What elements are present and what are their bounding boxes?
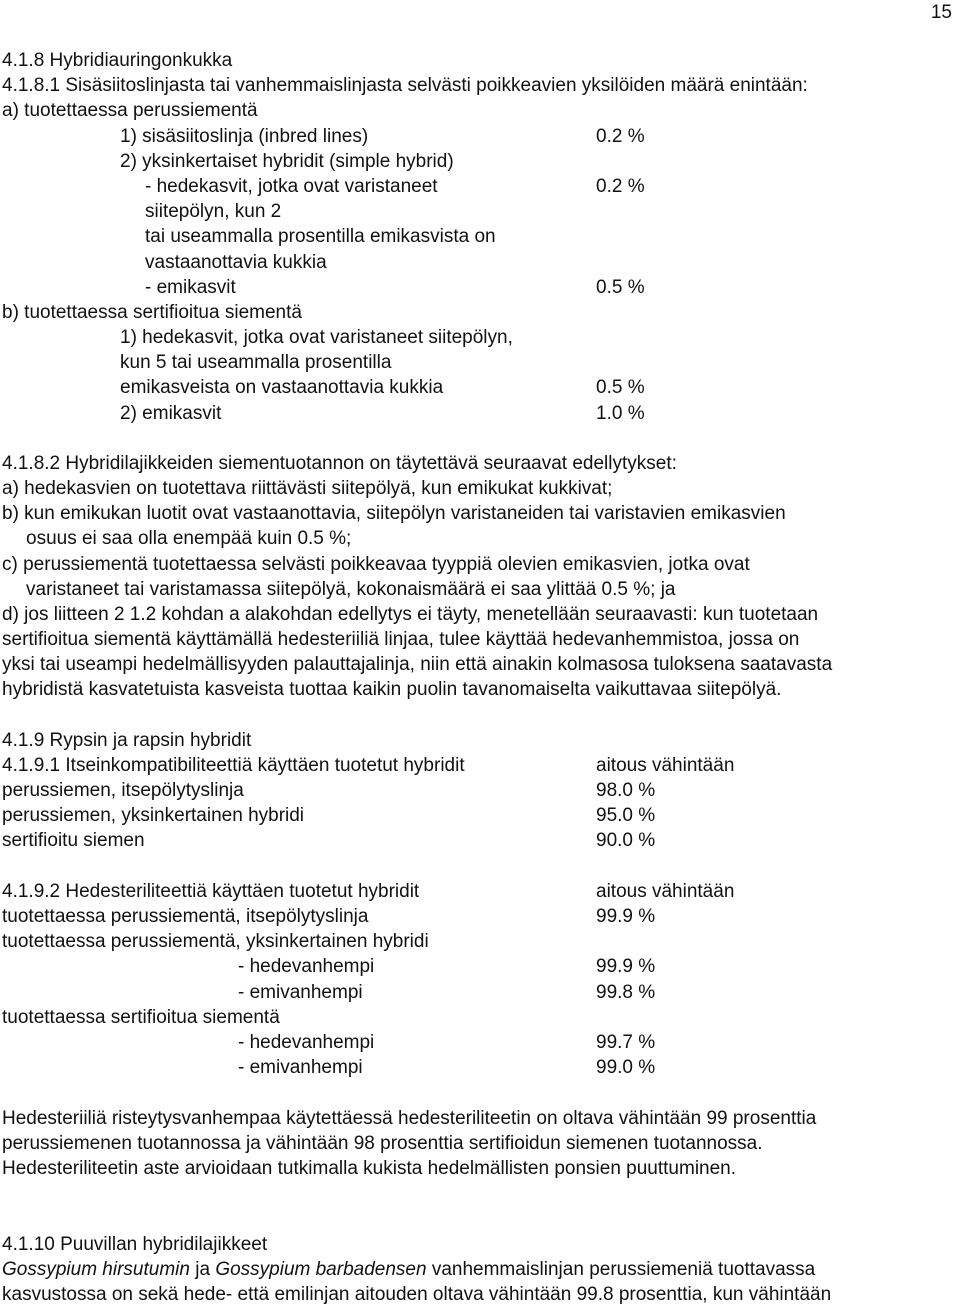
table-row-value: 99.7 % [596,1032,656,1053]
species-name: Gossypium hirsutumin [2,1259,190,1280]
item-a2-female-label: - emikasvit [145,277,236,298]
item-b1-value: 0.5 % [596,377,645,398]
table-row-value: 90.0 % [596,830,656,851]
item-a2-female-value: 0.5 % [596,277,645,298]
condition-b-line1: b) kun emikukan luotit ovat vastaanottavia, siitepölyn varistaneiden tai varistavien emikasvien [2,503,786,524]
section-4-1-8-2-heading: 4.1.8.2 Hybridilajikkeiden siementuotannon on täytettävä seuraavat edellytykset: [2,453,677,474]
condition-d-line3: yksi tai useampi hedelmällisyyden palauttajalinja, niin että ainakin kolmasosa tuloksena saatavasta [2,654,833,675]
table-row: - emivanhempi [238,1057,363,1078]
table-row-value: 99.0 % [596,1057,656,1078]
condition-c-line2: varistaneet tai varistamassa siitepölyä, kokonaismäärä ei saa ylittää 0.5 %; ja [26,579,676,600]
table-row: - emivanhempi [238,982,363,1003]
item-a2-male-line2: siitepölyn, kun 2 [145,201,282,222]
condition-b-line2: osuus ei saa olla enempää kuin 0.5 %; [26,528,352,549]
item-a2-male-line3: tai useammalla prosentilla emikasvista on [145,226,496,247]
paragraph-line: perussiemenen tuotannossa ja vähintään 98 prosenttia sertifioidun siemenen tuotannossa. [2,1133,763,1154]
table-row-value: 95.0 % [596,805,656,826]
item-b1-line2: kun 5 tai useammalla prosentilla [120,352,392,373]
species-name: Gossypium barbadensen [215,1259,427,1280]
item-a2-male-line1: - hedekasvit, jotka ovat varistaneet [145,176,438,197]
section-4-1-9-1-heading: 4.1.9.1 Itseinkompatibiliteettiä käyttäen tuotetut hybridit [2,755,465,776]
condition-d-line1: d) jos liitteen 2 1.2 kohdan a alakohdan edellytys ei täyty, menetellään seuraavasti: kun tuotetaan [2,604,819,625]
section-4-1-10-heading: 4.1.10 Puuvillan hybridilajikkeet [2,1234,268,1255]
item-b-label: b) tuotettaessa sertifioitua siementä [2,302,302,323]
section-4-1-9-1-column-header: aitous vähintään [596,755,735,776]
condition-c-line1: c) perussiementä tuotettaessa selvästi poikkeavaa tyyppiä olevien emikasvien, jotka ovat [2,554,750,575]
condition-d-line4: hybridistä kasvatetuista kasveista tuottaa kaikin puolin tavanomaiselta vaikuttavaa siitepölyä. [2,679,782,700]
page-number: 15 [930,2,952,23]
item-b2-label: 2) emikasvit [120,403,222,424]
table-row: - hedevanhempi [238,956,375,977]
section-4-1-9-2-heading: 4.1.9.2 Hedesteriliteettiä käyttäen tuotetut hybridit [2,881,420,902]
table-row: - hedevanhempi [238,1032,375,1053]
condition-d-line2: sertifioitua siementä käyttämällä hedesteriiliä linjaa, tulee käyttää hedevanhemmistoa, jossa on [2,629,800,650]
section-4-1-9-heading: 4.1.9 Rypsin ja rapsin hybridit [2,730,252,751]
table-row: tuotettaessa perussiementä, itsepölytyslinja [2,906,369,927]
item-a-label: a) tuotettaessa perussiementä [2,100,258,121]
item-b1-line1: 1) hedekasvit, jotka ovat varistaneet siitepölyn, [120,327,513,348]
item-a2-male-value: 0.2 % [596,176,645,197]
item-a2-label: 2) yksinkertaiset hybridit (simple hybrid) [120,151,454,172]
paragraph-text: vanhemmaislinjan perussiemeniä tuottavassa [426,1259,816,1280]
table-row-value: 99.9 % [596,956,656,977]
item-a1-value: 0.2 % [596,126,645,147]
paragraph-line [2,1259,815,1281]
section-4-1-8-heading: 4.1.8 Hybridiauringonkukka [2,50,233,71]
table-row: sertifioitu siemen [2,830,145,851]
section-4-1-8-1-heading: 4.1.8.1 Sisäsiitoslinjasta tai vanhemmaislinjasta selvästi poikkeavien yksilöiden määrä enintään: [2,75,808,96]
table-row-value: 99.9 % [596,906,656,927]
item-b1-line3: emikasveista on vastaanottavia kukkia [120,377,444,398]
table-row: perussiemen, yksinkertainen hybridi [2,805,305,826]
condition-a: a) hedekasvien on tuotettava riittävästi siitepölyä, kun emikukat kukkivat; [2,478,613,499]
table-row: tuotettaessa sertifioitua siementä [2,1007,280,1028]
item-b2-value: 1.0 % [596,403,645,424]
section-4-1-9-2-column-header: aitous vähintään [596,881,735,902]
paragraph-line: kasvustossa on sekä hede- että emilinjan aitouden oltava vähintään 99.8 prosenttia, kun vähintään [2,1284,832,1305]
paragraph-line: Hedesteriiliä risteytysvanhempaa käytettäessä hedesteriliteetin on oltava vähintään 99 prosenttia [2,1108,817,1129]
paragraph-line: Hedesteriliteetin aste arvioidaan tutkimalla kukista hedelmällisten ponsien puuttuminen. [2,1158,737,1179]
table-row: tuotettaessa perussiementä, yksinkertainen hybridi [2,931,429,952]
table-row-value: 99.8 % [596,982,656,1003]
table-row-value: 98.0 % [596,780,656,801]
table-row: perussiemen, itsepölytyslinja [2,780,244,801]
item-a1-label: 1) sisäsiitoslinja (inbred lines) [120,126,369,147]
conjunction: ja [189,1259,216,1280]
item-a2-male-line4: vastaanottavia kukkia [145,252,327,273]
